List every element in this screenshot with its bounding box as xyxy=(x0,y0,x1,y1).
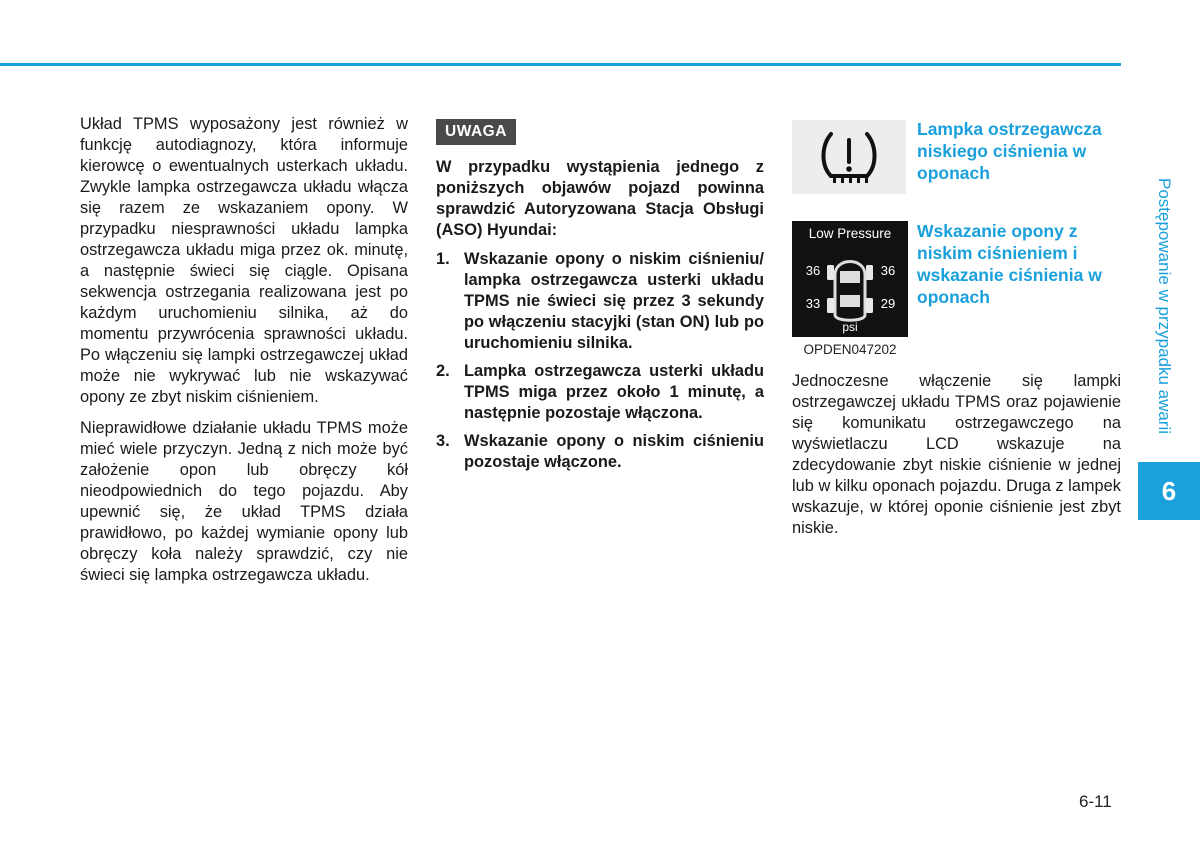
paragraph-lcd-warning: Jednoczesne włączenie się lampki ostrzegawczej układu TPMS oraz pojawienie się komunikatu ostrzegawczego na wyświetlaczu LCD wskazuje na zdecydowanie zbyt niskie ciśnienie w jednej lub w kilku oponach pojazdu. Druga z lampek wskazuje, w której oponie ciśnienie jest zbyt niskie. xyxy=(792,372,1121,537)
heading-low-pressure-lamp: Lampka ostrzegawcza niskiego ciśnienia w oponach xyxy=(917,119,1102,183)
paragraph-self-diagnosis: Układ TPMS wyposażony jest również w funkcję autodiagnozy, która informuje kierowcę o ewentualnych usterkach układu. Zwykle lampka ostrzegawcza układu włącza się razem ze wskazaniem opony. W przypadku niesprawności układu lampka ostrzegawcza układu miga przez ok. minutę, a następnie świeci się ciągle. Opisana sekwencja ostrzegania realizowana jest po każdym uruchomieniu silnika, aż do momentu przywrócenia sprawności układu. Po włączeniu się lampki ostrzegawczej układ może nie wykrywać lub nie wskazywać opony ze zbyt niskim ciśnieniem. xyxy=(80,115,408,406)
warning-item xyxy=(436,431,764,473)
lcd-rear-left-value: 33 xyxy=(805,296,821,311)
warning-item xyxy=(436,361,764,424)
lcd-front-left-value: 36 xyxy=(805,263,821,278)
warning-item-number: 3. xyxy=(436,432,450,450)
tpms-warning-lamp-figure xyxy=(792,120,906,194)
warning-intro: W przypadku wystąpienia jednego z poniższych objawów pojazd powinna sprawdzić Autoryzowana Stacja Obsługi (ASO) Hyundai: xyxy=(436,158,764,239)
lcd-unit: psi xyxy=(842,320,858,334)
warning-item-number: 2. xyxy=(436,362,450,380)
image-code: OPDEN047202 xyxy=(803,342,897,357)
chapter-tab: 6 xyxy=(1138,462,1200,520)
tpms-warning-icon xyxy=(792,120,906,194)
warning-item-text: Wskazanie opony o niskim ciśnieniu/ lampka ostrzegawcza usterki układu TPMS nie świeci się przez 3 sekundy po włączeniu stacyjki (stan ON) lub po uruchomieniu silnika. xyxy=(464,250,764,352)
heading-low-pressure-indicator: Wskazanie opony z niskim ciśnieniem i wskazanie ciśnienia w oponach xyxy=(917,221,1102,307)
warning-item xyxy=(436,249,764,354)
lcd-rear-right-value: 29 xyxy=(880,296,896,311)
page-number: 6-11 xyxy=(1079,792,1112,811)
section-label: Postępowanie w przypadku awarii xyxy=(1155,178,1174,435)
lcd-pressure-figure xyxy=(792,221,908,337)
header-rule xyxy=(0,63,1121,66)
warning-item-text: Lampka ostrzegawcza usterki układu TPMS miga przez około 1 minutę, a następnie pozostaje włączona. xyxy=(464,362,764,422)
lcd-front-right-value: 36 xyxy=(880,263,896,278)
warning-box xyxy=(436,119,764,480)
warning-item-text: Wskazanie opony o niskim ciśnieniu pozostaje włączone. xyxy=(464,432,764,471)
warning-badge: UWAGA xyxy=(436,119,516,145)
warning-list xyxy=(436,249,764,473)
lcd-display xyxy=(792,221,908,337)
warning-item-number: 1. xyxy=(436,250,450,268)
lcd-title: Low Pressure xyxy=(808,226,892,241)
column-left xyxy=(80,114,408,586)
paragraph-malfunction-causes: Nieprawidłowe działanie układu TPMS może mieć wiele przyczyn. Jedną z nich może być założenie opon lub obręczy kół nieodpowiednich do tego pojazdu. Aby upewnić się, że układ TPMS działa prawidłowo, po każdej wymianie opony lub obręczy koła należy sprawdzić, czy nie świeci się lampka ostrzegawcza układu. xyxy=(80,419,408,584)
